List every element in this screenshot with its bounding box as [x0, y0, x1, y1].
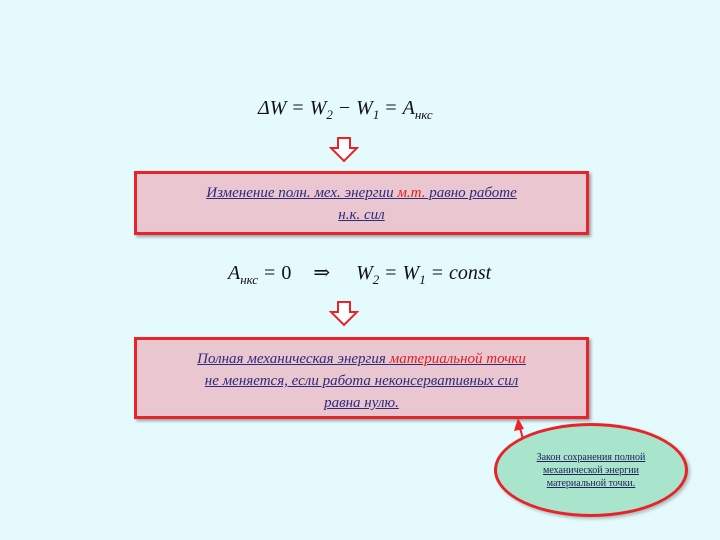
law-callout-text: Закон сохранения полной механической энергии материальной точки.	[536, 451, 646, 489]
w2-subscript: 2	[372, 272, 380, 287]
zero-value: 0	[281, 262, 292, 284]
equals-sign: =	[292, 97, 304, 119]
const-word: const	[448, 262, 492, 284]
minus-sign: −	[338, 97, 351, 119]
w2-subscript: 2	[326, 107, 333, 122]
w2-symbol: W	[356, 262, 373, 284]
w2-symbol: W	[309, 97, 327, 119]
a-subscript: нкс	[240, 272, 259, 287]
implies-sign: ⇒	[313, 262, 331, 284]
equals-sign: =	[385, 262, 397, 284]
highlight-text: м.т.	[397, 185, 426, 201]
equals-sign: =	[385, 97, 397, 119]
highlight-text: материальной точки	[389, 351, 526, 367]
w1-subscript: 1	[372, 107, 380, 122]
statement-line: н.к. сил	[338, 207, 385, 223]
statement-text: Полная механическая энергия	[197, 351, 390, 367]
a-symbol: A	[402, 97, 415, 119]
a-subscript: нкс	[414, 107, 433, 122]
law-callout-ellipse	[494, 423, 688, 517]
statement-line: не меняется, если работа неконсервативных сил	[204, 373, 519, 389]
statement-line: равна нулю.	[324, 395, 399, 411]
w1-symbol: W	[402, 262, 420, 284]
w1-symbol: W	[356, 97, 373, 119]
equals-sign: =	[264, 262, 276, 284]
statement-text: Изменение полн. мех. энергии	[206, 185, 398, 201]
a-symbol: A	[228, 262, 241, 284]
delta-w: ΔW	[258, 97, 287, 119]
w1-subscript: 1	[419, 272, 426, 287]
equals-sign: =	[431, 262, 443, 284]
statement-text: равно работе	[425, 185, 517, 201]
